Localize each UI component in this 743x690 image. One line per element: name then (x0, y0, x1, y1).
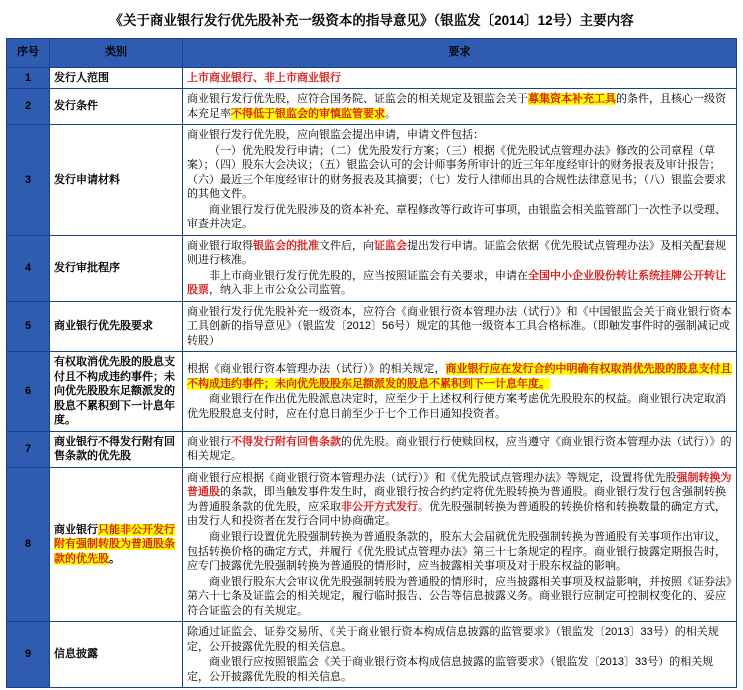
requirement-paragraph (187, 392, 732, 421)
requirement-paragraph (187, 239, 732, 268)
text-segment: ，纳入非上市公众公司监管。 (209, 284, 352, 297)
row-requirement (183, 67, 737, 89)
text-segment: 商业银行取得 (187, 239, 253, 252)
row-category: 发行审批程序 (50, 235, 183, 301)
row-category: 信息披露 (50, 622, 183, 688)
requirement-paragraph (187, 203, 732, 232)
table-row (7, 89, 737, 125)
requirement-paragraph (187, 305, 732, 349)
requirements-table (6, 38, 737, 689)
text-segment: 商业银行发行优先股，应符合国务院、证监会的相关规定及银监会关于 (187, 93, 528, 106)
text-segment: 。 (109, 552, 120, 565)
row-requirement (183, 352, 737, 432)
requirement-paragraph (187, 92, 732, 121)
text-segment: 商业银行发行优先股，应向银监会提出申请，申请文件包括： (187, 129, 484, 142)
row-category: 发行条件 (50, 89, 183, 125)
requirement-paragraph (187, 144, 732, 202)
text-segment: 商业银行应根据《商业银行资本管理办法（试行）》和《优先股试点管理办法》等规定，设置将优先股 (187, 471, 677, 484)
text-segment: 商业银行 (187, 435, 231, 448)
table-row (7, 301, 737, 352)
row-category: 发行申请材料 (50, 125, 183, 236)
requirement-paragraph (187, 471, 732, 529)
text-segment: 。 (385, 107, 396, 120)
requirement-paragraph (187, 625, 732, 654)
text-segment: 的条款，即当触发事件发生时，商业银行按合约约定将优先股转换为普通股。商业银行发行包含强制转换为普通股条款的优先股，应采取 (187, 486, 726, 513)
row-category: 有权取消优先股的股息支付且不构成违约事件；未向优先股股东足额派发的股息不累积到下一计息年度。 (50, 352, 183, 432)
text-segment: 。优先股强制转换为普通股的转换价格和转换数量的确定方式，由发行人和投资者在发行合同中协商确定。 (187, 500, 726, 528)
row-number: 3 (7, 125, 50, 236)
row-category (50, 467, 183, 621)
column-header-number: 序号 (7, 38, 50, 67)
text-segment: 银监会的批准 (253, 239, 319, 252)
row-number: 9 (7, 622, 50, 688)
text-segment: 全国中小企业股份转让系统挂牌公开转让股票 (187, 269, 726, 297)
requirement-paragraph (187, 530, 732, 574)
row-number: 7 (7, 431, 50, 467)
text-segment: 除通过证监会、证券交易所、《关于商业银行资本构成信息披露的监管要求》（银监发〔2013〕33号）的相关规定，公开披露优先股的相关信息。 (187, 626, 719, 653)
table-row (7, 467, 737, 621)
row-number: 5 (7, 301, 50, 352)
text-segment: 非公开方式发行 (341, 500, 418, 513)
text-segment: 不得低于银监会的审慎监管要求 (231, 107, 385, 120)
requirement-paragraph (187, 435, 732, 464)
requirement-paragraph (187, 71, 732, 86)
text-segment: 商业银行在作出优先股派息决定时，应至少于上述权利行使方案考虑优先股股东的权益。商业银行决定取消优先股股息支付时，应在付息日前至少于七个工作日通知投资者。 (187, 393, 726, 420)
table-header (7, 38, 737, 67)
text-segment: 商业银行发行优先股涉及的资本补充、章程修改等行政许可事项，由银监会相关监管部门一次性予以受理、审查并决定。 (187, 203, 726, 231)
row-category: 发行人范围 (50, 67, 183, 89)
column-header-category: 类别 (50, 38, 183, 67)
requirement-paragraph (187, 655, 732, 684)
row-requirement (183, 301, 737, 352)
column-header-requirement: 要求 (183, 38, 737, 67)
text-segment: 商业银行发行优先股补充一级资本，应符合《商业银行资本管理办法（试行）》和《中国银监会关于商业银行资本工具创新的指导意见》（银监发〔2012〕56号）规定的其他一级资本工具合格标准。（即触发事件时的强制减记或转股） (187, 305, 732, 347)
text-segment: 的优先股。商业银行行使赎回权，应当遵守《商业银行资本管理办法（试行）》的相关规定。 (187, 435, 732, 463)
text-segment: 不得发行附有回售条款 (231, 435, 341, 448)
row-requirement (183, 431, 737, 467)
table-header-row (7, 38, 737, 67)
table-row (7, 235, 737, 301)
text-segment: 商业银行应在发行合约中明确有权取消优先股的股息支付且不构成违约事件；未向优先股股东足额派发的股息不累积到下一计息年度。 (187, 363, 732, 390)
requirement-paragraph (187, 128, 732, 143)
text-segment: 强制转换为普通股 (187, 471, 732, 499)
text-segment: 商业银行设置优先股强制转换为普通股条款的，股东大会届就优先股强制转换为普通股有关事项作出审议，包括转换价格的确定方式，并履行《优先股试点管理办法》第三十七条规定的程序。商业银行披露定期报告时，应专门披露优先股强制转换为普通股的情形时，应当披露相关事项及对于股东权益的影响。 (187, 530, 726, 573)
row-requirement (183, 89, 737, 125)
text-segment: 上市商业银行、非上市商业银行 (187, 71, 341, 84)
text-segment: 根据《商业银行资本管理办法（试行）》的相关规定， (187, 363, 446, 376)
row-number: 2 (7, 89, 50, 125)
requirement-paragraph (187, 575, 732, 619)
row-number: 8 (7, 467, 50, 621)
row-requirement (183, 467, 737, 621)
table-row (7, 125, 737, 236)
row-category: 商业银行不得发行附有回售条款的优先股 (50, 431, 183, 467)
row-number: 6 (7, 352, 50, 432)
text-segment: 募集资本补充工具 (528, 93, 616, 106)
text-segment: （一）优先股发行申请；（二）优先股发行方案；（三）根据《优先股试点管理办法》修改的公司章程（草案）；（四）股东大会决议；（五）银监会认可的会计师事务所审计的近三年年度经审计的财务报表及审计报告；（六）最近三个年度经审计的财务报表及其摘要；（七）发行人律师出具的合规性法律意见书；（八）银监会要求的其他文件。 (187, 144, 726, 201)
text-segment: 商业银行 (54, 523, 98, 536)
table-row (7, 67, 737, 89)
table-row (7, 352, 737, 432)
text-segment: 商业银行应按照银监会《关于商业银行资本构成信息披露的监管要求》（银监发〔2013〕33号）的相关规定，公开披露优先股的相关信息。 (187, 656, 714, 683)
row-requirement (183, 622, 737, 688)
table-body (7, 67, 737, 688)
text-segment: 商业银行股东大会审议优先股强制转股为普通股的情形时，应当披露相关事项及权益影响，并按照《证券法》第六十七条及证监会的相关规定，履行临时报告、公告等信息披露义务。商业银行应制定可控制权变化的、妥应符合证监会的有关规定。 (187, 575, 732, 617)
requirement-paragraph (187, 269, 732, 298)
text-segment: 的条件，且核心一级资本充足率 (187, 93, 726, 120)
table-row (7, 622, 737, 688)
text-segment: 证监会 (374, 239, 407, 252)
text-segment: 提出发行申请。证监会依据《优先股试点管理办法》及相关配套规则进行核准。 (187, 239, 726, 267)
text-segment: 只能非公开发行附有强制转股为普通股条款的优先股 (54, 523, 175, 565)
row-number: 4 (7, 235, 50, 301)
requirement-paragraph (187, 362, 732, 391)
row-number: 1 (7, 67, 50, 89)
text-segment: 文件后，向 (319, 239, 374, 252)
table-row (7, 431, 737, 467)
row-requirement (183, 235, 737, 301)
row-requirement (183, 125, 737, 236)
page-title: 《关于商业银行发行优先股补充一级资本的指导意见》（银监发〔2014〕12号）主要内容 (109, 13, 634, 28)
row-category: 商业银行优先股要求 (50, 301, 183, 352)
text-segment: 非上市商业银行发行优先股的，应当按照证监会有关要求，申请在 (209, 269, 528, 282)
